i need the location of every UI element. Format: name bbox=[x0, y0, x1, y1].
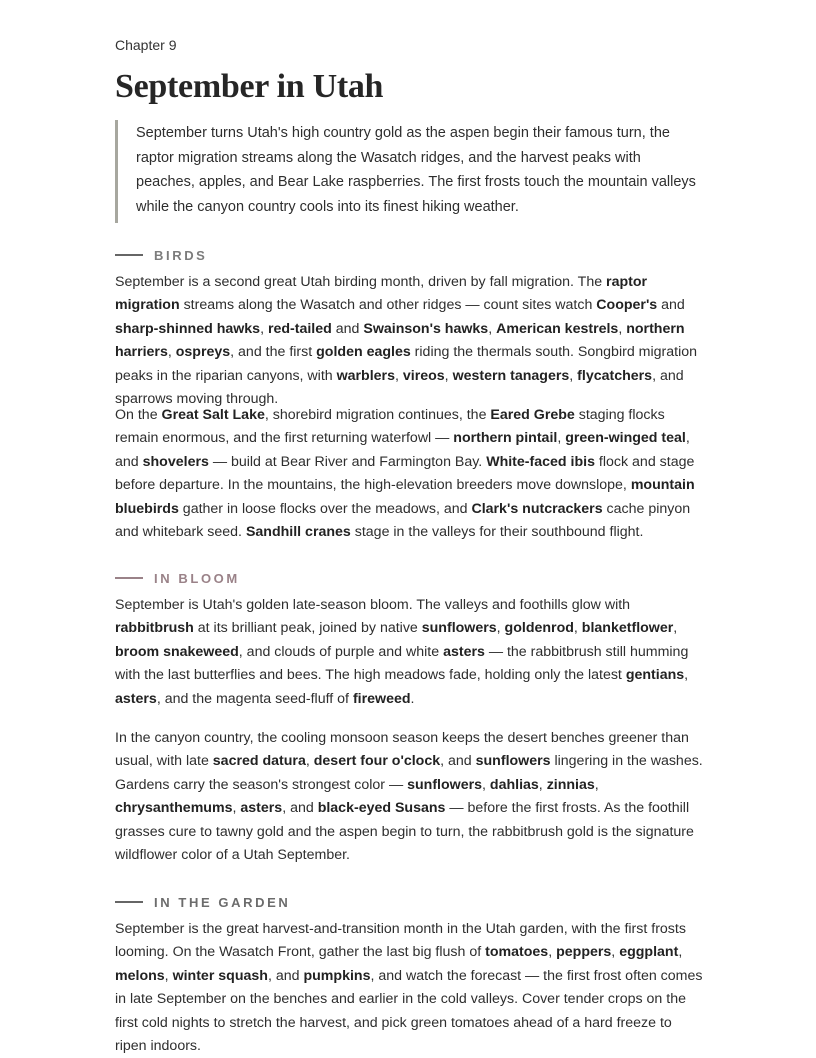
highlighted-term: shovelers bbox=[142, 453, 209, 470]
intro-blockquote: September turns Utah's high country gold as the aspen begin their famous turn, the raptor migration streams along the Wasatch ridges, and the harvest peaks with peaches, apples, and Bear Lake raspberries. The first frosts touch the mountain valleys while the canyon country cools into its finest hiking weather. bbox=[115, 120, 697, 223]
highlighted-term: flycatchers bbox=[577, 367, 653, 384]
highlighted-term: broom snakeweed bbox=[115, 643, 239, 660]
highlighted-term: Clark's nutcrackers bbox=[471, 500, 603, 517]
highlighted-term: raptor migration bbox=[115, 274, 648, 314]
highlighted-term: sunflowers bbox=[407, 776, 483, 793]
section-rule bbox=[115, 901, 143, 903]
chapter-label: Chapter 9 bbox=[115, 37, 177, 53]
highlighted-term: Cooper's bbox=[596, 297, 658, 314]
highlighted-term: northern pintail bbox=[453, 430, 558, 447]
section-heading-label: IN THE GARDEN bbox=[154, 894, 291, 910]
birds-paragraph-2: On the Great Salt Lake, shorebird migration continues, the Eared Grebe staging flocks remain enormous, and the first returning waterfowl — northern pintail, green-winged teal, and shovelers — build at Bear River and Farmington Bay. White-faced ibis flock and stage before departure. In the mountains, the high-elevation breeders move downslope, mountain bluebirds gather in loose flocks over the meadows, and Clark's nutcrackers cache pinyon and whitebark seed. Sandhill cranes stage in the valleys for their southbound flight. bbox=[115, 407, 695, 541]
highlighted-term: winter squash bbox=[172, 967, 268, 984]
highlighted-term: rabbitbrush bbox=[115, 620, 194, 637]
bloom-paragraph-2: In the canyon country, the cooling monsoon season keeps the desert benches greener than usual, with late sacred datura, desert four o'clock, and sunflowers lingering in the washes. Gardens carry the season's strongest color — sunflowers, dahlias, zinnias, chrysanthemums, asters, and black-eyed Susans — before the first frosts. As the foothill grasses cure to tawny gold and the aspen begin to turn, the rabbitbrush gold is the signature wildflower color of a Utah September. bbox=[115, 730, 703, 864]
highlighted-term: ospreys bbox=[175, 344, 231, 361]
highlighted-term: sacred datura bbox=[212, 753, 306, 770]
highlighted-term: gentians bbox=[625, 667, 685, 684]
section-rule bbox=[115, 254, 143, 256]
section-heading-in-bloom bbox=[115, 569, 240, 587]
highlighted-term: mountain bluebirds bbox=[115, 477, 695, 517]
highlighted-term: black-eyed Susans bbox=[317, 800, 446, 817]
highlighted-term: asters bbox=[115, 690, 157, 707]
highlighted-term: fireweed bbox=[352, 690, 411, 707]
highlighted-term: chrysanthemums bbox=[115, 800, 233, 817]
highlighted-term: vireos bbox=[402, 367, 445, 384]
highlighted-term: White-faced ibis bbox=[486, 453, 595, 470]
highlighted-term: Sandhill cranes bbox=[245, 524, 351, 541]
bloom-paragraph-1: September is Utah's golden late-season bloom. The valleys and foothills glow with rabbitbrush at its brilliant peak, joined by native sunflowers, goldenrod, blanketflower, broom snakeweed, and clouds of purple and white asters — the rabbitbrush still humming with the last butterflies and bees. The high meadows fade, holding only the latest gentians, asters, and the magenta seed-fluff of fireweed. bbox=[115, 597, 689, 707]
highlighted-term: melons bbox=[115, 967, 165, 984]
section-heading-birds bbox=[115, 246, 207, 264]
section-heading-in-the-garden bbox=[115, 893, 290, 911]
highlighted-term: warblers bbox=[336, 367, 395, 384]
highlighted-term: desert four o'clock bbox=[313, 753, 441, 770]
highlighted-term: dahlias bbox=[489, 776, 539, 793]
highlighted-term: green-winged teal bbox=[565, 430, 686, 447]
highlighted-term: asters bbox=[443, 643, 485, 660]
garden-paragraph-1: September is the great harvest-and-transition month in the Utah garden, with the first frosts looming. On the Wasatch Front, gather the last big flush of tomatoes, peppers, eggplant, melons, winter squash, and pumpkins, and watch the forecast — the first frost often comes in late September on the benches and earlier in the cold valleys. Cover tender crops on the first cold nights to stretch the harvest, and pick green tomatoes ahead of a hard freeze to ripen indoors. bbox=[115, 921, 703, 1055]
highlighted-term: goldenrod bbox=[504, 620, 574, 637]
section-heading-label: BIRDS bbox=[154, 247, 208, 263]
highlighted-term: tomatoes bbox=[485, 944, 549, 961]
highlighted-term: American kestrels bbox=[496, 320, 619, 337]
highlighted-term: Swainson's hawks bbox=[363, 320, 489, 337]
highlighted-term: red-tailed bbox=[267, 320, 332, 337]
highlighted-term: sunflowers bbox=[421, 620, 497, 637]
highlighted-term: blanketflower bbox=[581, 620, 674, 637]
highlighted-term: Eared Grebe bbox=[490, 407, 575, 423]
highlighted-term: sharp-shinned hawks bbox=[115, 320, 261, 337]
highlighted-term: asters bbox=[240, 800, 283, 817]
highlighted-term: sunflowers bbox=[475, 753, 551, 770]
highlighted-term: zinnias bbox=[546, 776, 595, 793]
highlighted-term: western tanagers bbox=[452, 367, 570, 384]
section-heading-label: IN BLOOM bbox=[154, 570, 240, 586]
highlighted-term: pumpkins bbox=[303, 967, 371, 984]
highlighted-term: eggplant bbox=[619, 944, 679, 961]
page-title: September in Utah bbox=[115, 68, 384, 105]
highlighted-term: Great Salt Lake bbox=[161, 407, 265, 423]
section-rule bbox=[115, 577, 143, 579]
highlighted-term: golden eagles bbox=[316, 344, 411, 361]
highlighted-term: northern harriers bbox=[115, 320, 685, 361]
highlighted-term: peppers bbox=[556, 944, 612, 961]
birds-paragraph-1: September is a second great Utah birding month, driven by fall migration. The raptor migration streams along the Wasatch and other ridges — count sites watch Cooper's and sharp-shinned hawks, red-tailed and Swainson's hawks, American kestrels, northern harriers, ospreys, and the first golden eagles riding the thermals south. Songbird migration peaks in the riparian canyons, with warblers, vireos, western tanagers, flycatchers, and sparrows moving through. bbox=[115, 274, 697, 408]
